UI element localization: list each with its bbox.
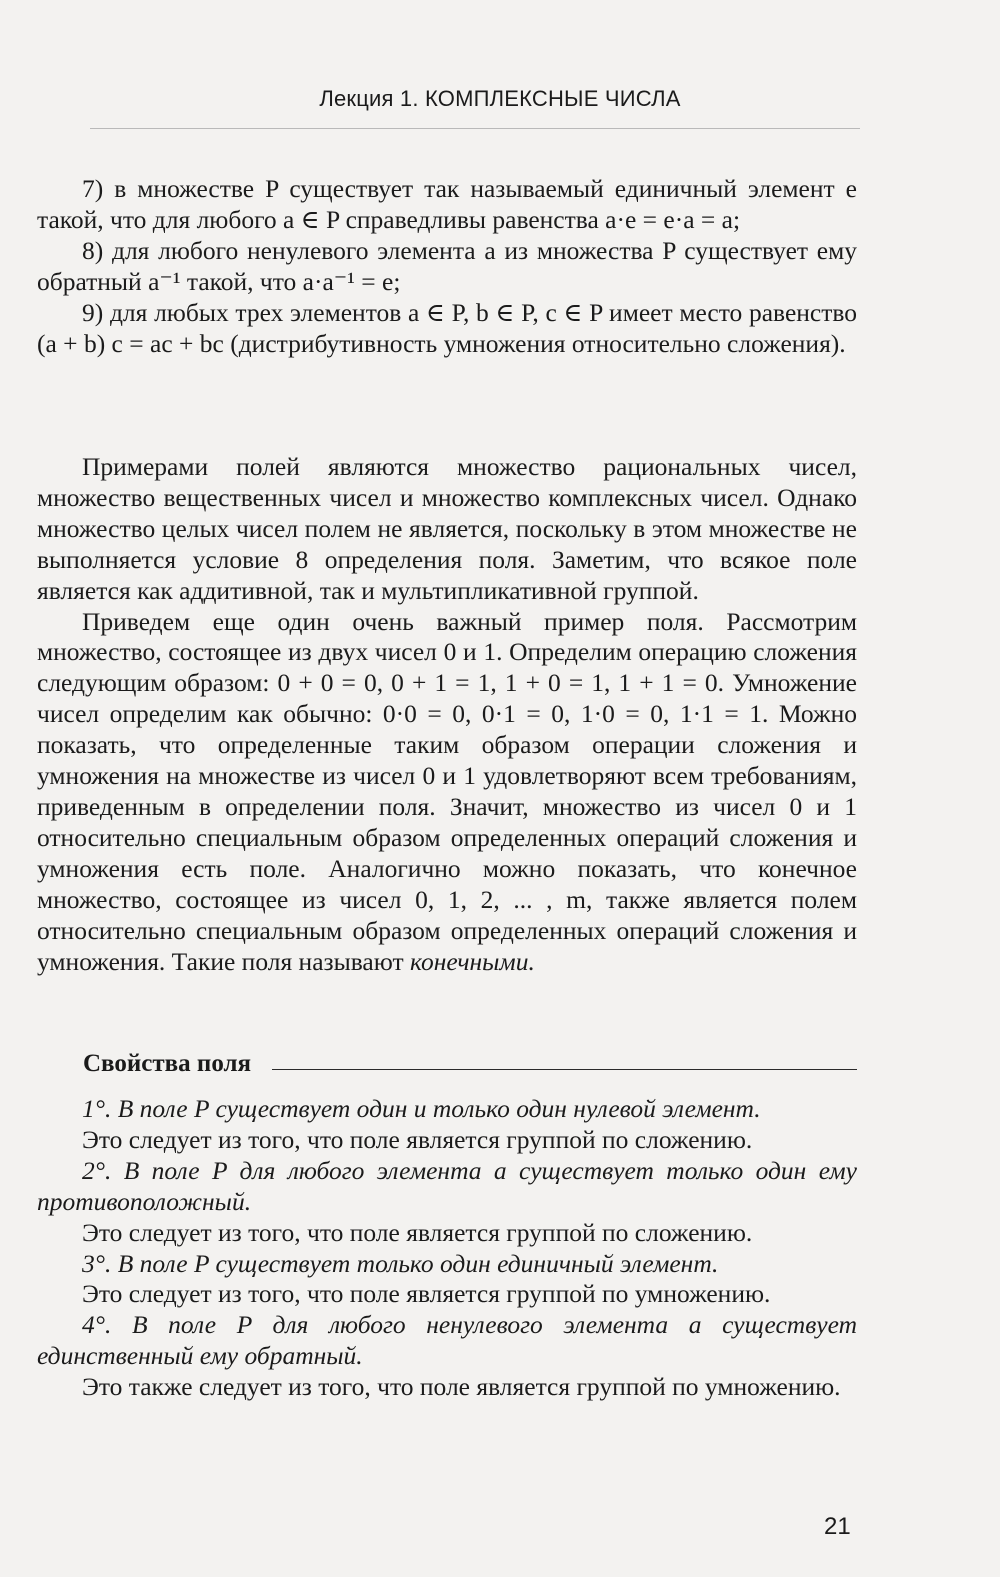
axioms-block (37, 174, 857, 359)
axiom-8: 8) для любого ненулевого элемента a из множества P существует ему обратный a⁻¹ такой, что a·a⁻¹ = e; (37, 235, 857, 296)
properties-block (37, 1094, 857, 1403)
property-4-note: Это также следует из того, что поле является группой по умножению. (82, 1372, 841, 1402)
paragraph-finite-field (37, 607, 857, 978)
page-number: 21 (824, 1513, 851, 1540)
paragraph-field-examples: Примерами полей являются множество рациональных чисел, множество вещественных чисел и множество комплексных чисел. Однако множество целых чисел полем не является, поскольку в этом множестве не выполняется условие 8 определения поля. Заметим, что всякое поле является как аддитивной, так и мультипликативной группой. (37, 452, 857, 605)
property-1-note: Это следует из того, что поле является группой по сложению. (82, 1124, 753, 1154)
property-3-note: Это следует из того, что поле является группой по умножению. (82, 1279, 771, 1309)
term-finite: конечными. (410, 946, 535, 976)
section-title-rule (272, 1069, 857, 1070)
property-1: 1°. В поле P существует один и только один нулевой элемент. (82, 1094, 761, 1123)
section-title: Свойства поля (83, 1050, 252, 1077)
property-4: 4°. В поле P для любого ненулевого элемента a существует единственный ему обратный. (37, 1310, 857, 1371)
axiom-7: 7) в множестве P существует так называемый единичный элемент e такой, что для любого a ∈ P справедливы равенства a·e = e·a = a; (37, 174, 857, 234)
examples-block (37, 452, 857, 977)
running-header: Лекция 1. КОМПЛЕКСНЫЕ ЧИСЛА (319, 86, 681, 111)
header-rule (90, 128, 860, 129)
property-2-note: Это следует из того, что поле является группой по сложению. (82, 1217, 753, 1247)
axiom-9: 9) для любых трех элементов a ∈ P, b ∈ P, c ∈ P имеет место равенство (a + b) c = ac + bc (дистрибутивность умножения относительно сложения). (37, 297, 857, 358)
property-3: 3°. В поле P существует только один единичный элемент. (82, 1248, 719, 1278)
paragraph-finite-field-text: Приведем еще один очень важный пример поля. Рассмотрим множество, состоящее из двух чисел 0 и 1. Определим операцию сложения следующим образом: 0 + 0 = 0, 0 + 1 = 1, 1 + 0 = 1, 1 + 1 = 0. Умножение чисел определим как обычно: 0·0 = 0, 0·1 = 0, 1·0 = 0, 1·1 = 1. Можно показать, что определенные таким образом операции сложения и умножения на множестве из чисел 0 и 1 удовлетворяют всем требованиям, приведенным в определении поля. Значит, множество из чисел 0 и 1 относительно специальным образом определенных операций сложения и умножения есть поле. Аналогично можно показать, что конечное множество, состоящее из чисел 0, 1, 2, ... , m, также является полем относительно специальным образом определенных операций сложения и умножения. Такие поля называют (37, 606, 857, 976)
property-2: 2°. В поле P для любого элемента a существует только один ему противоположный. (37, 1155, 857, 1216)
